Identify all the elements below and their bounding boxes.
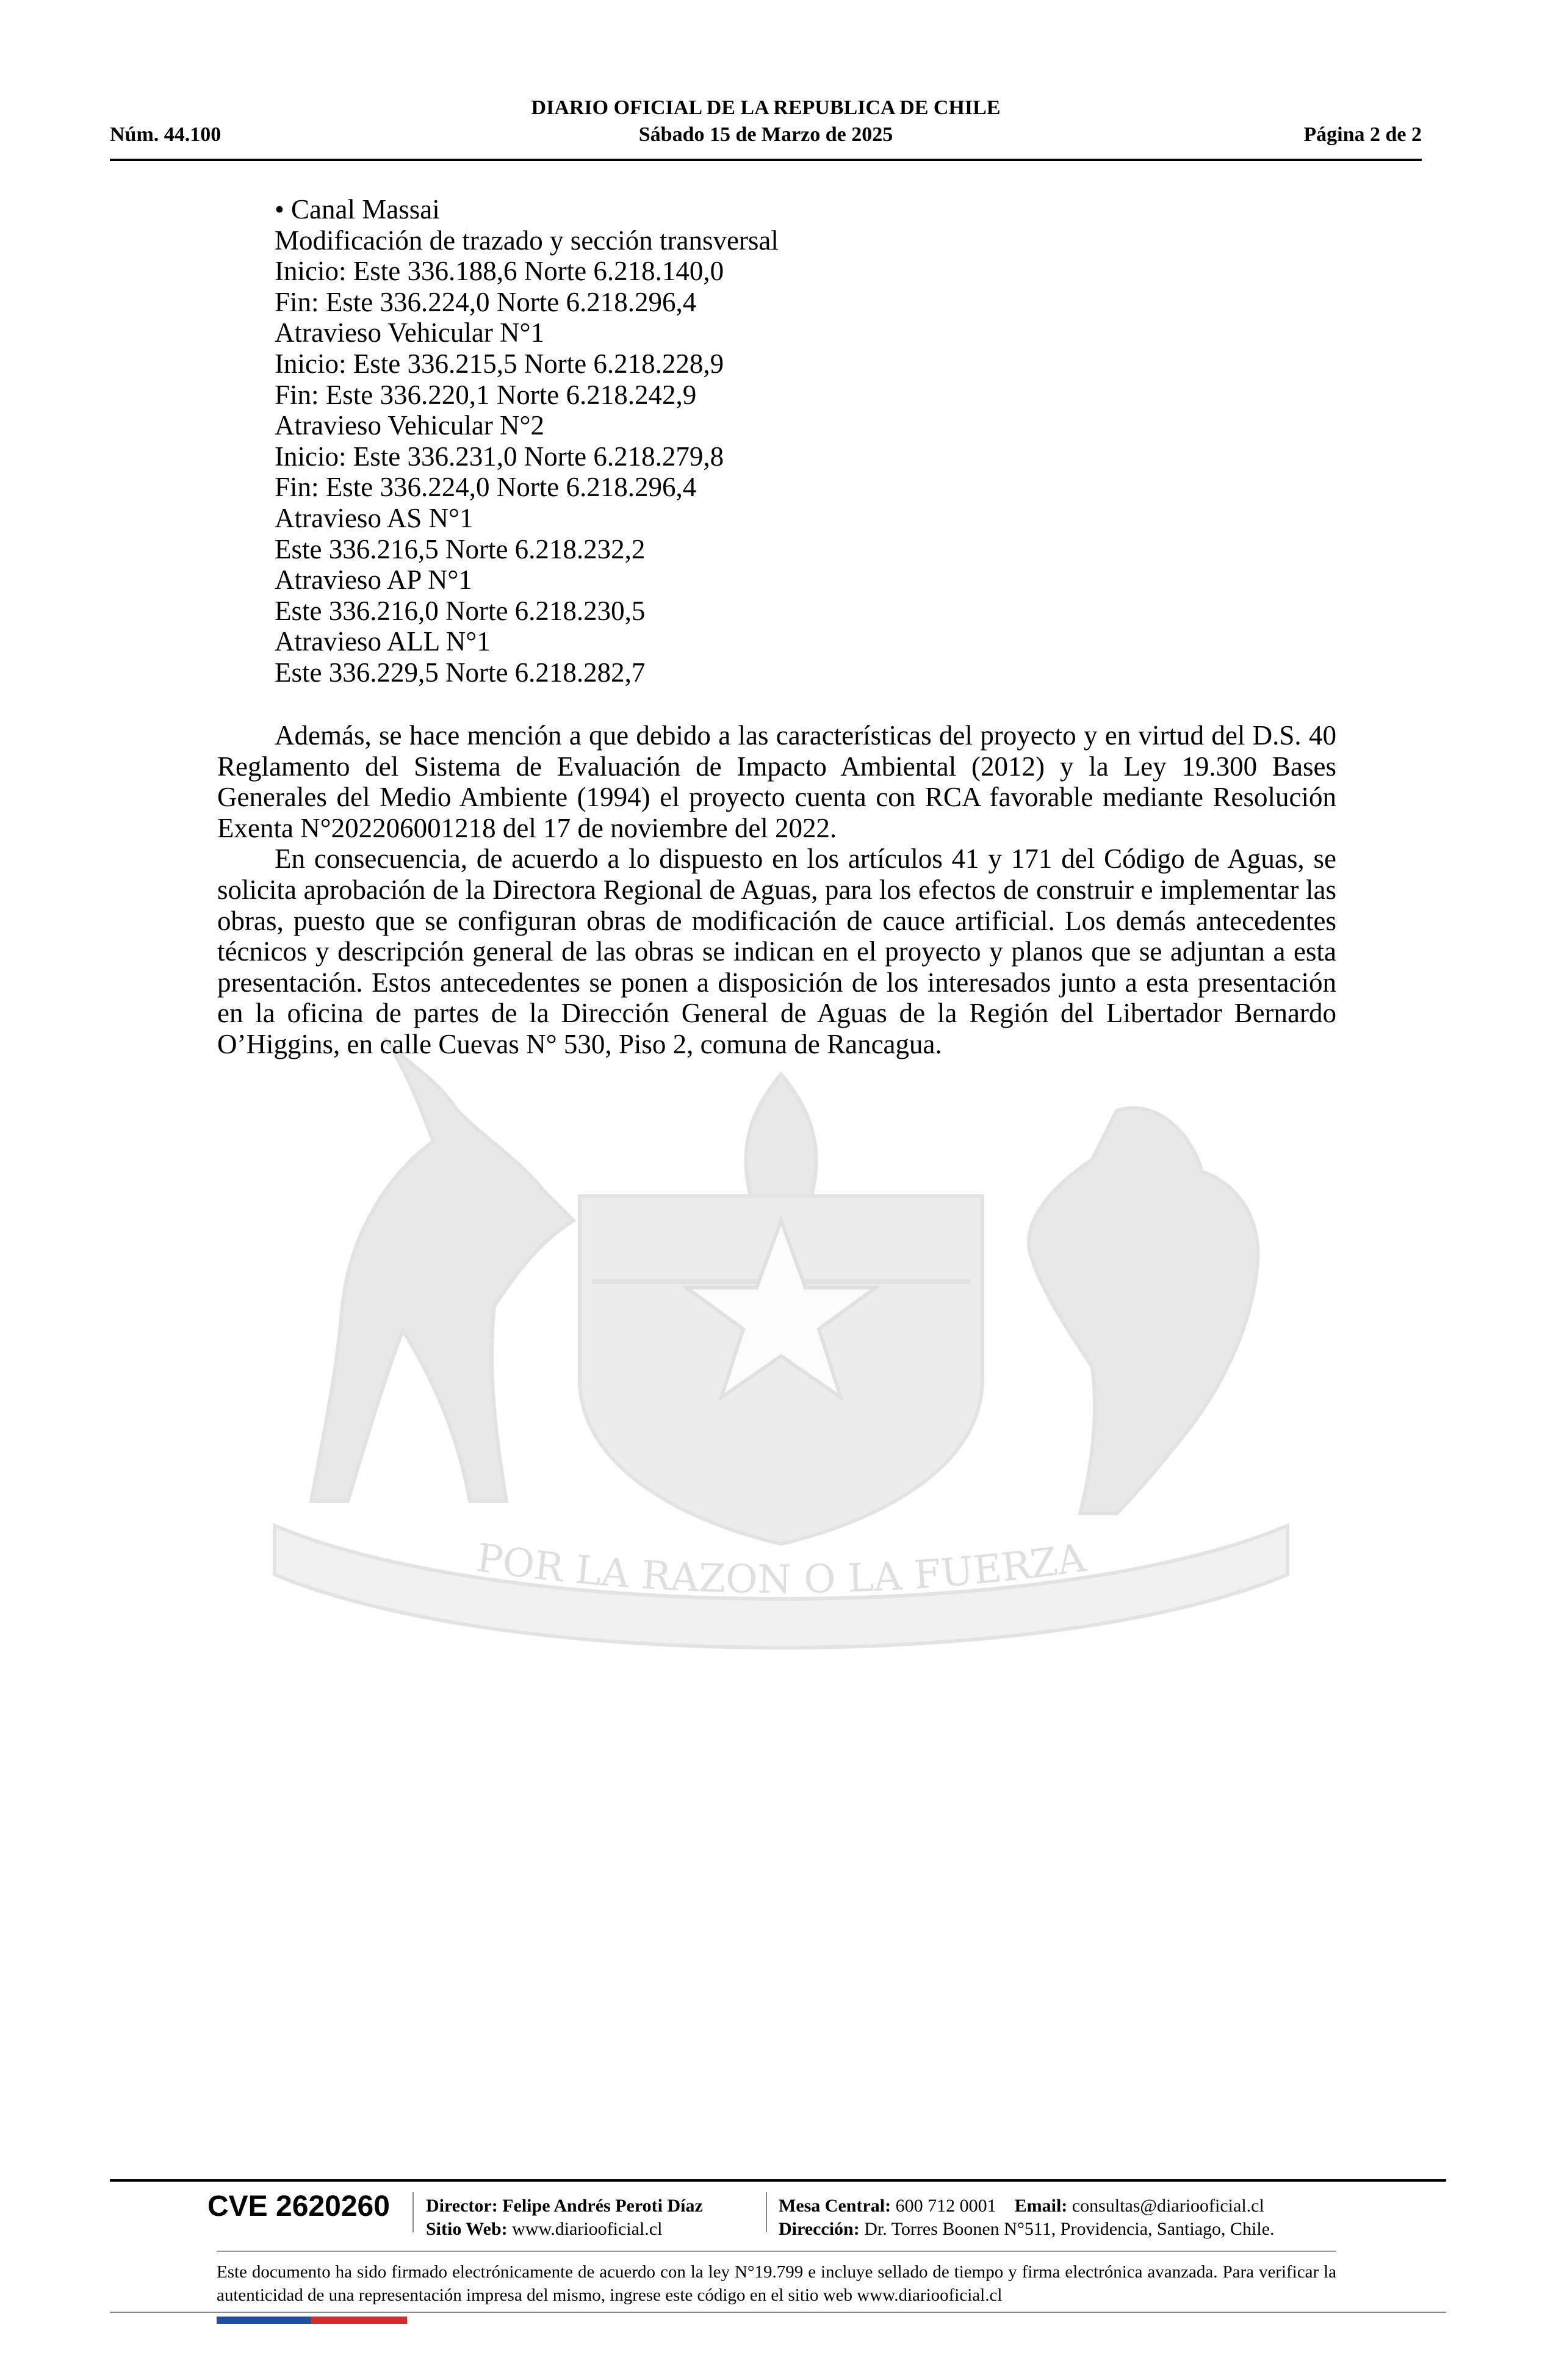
mesa-label: Mesa Central: [779, 2196, 891, 2216]
list-line: Fin: Este 336.224,0 Norte 6.218.296,4 [275, 286, 697, 317]
list-line: Atravieso Vehicular N°1 [275, 317, 545, 348]
footer-thin-rule [217, 2251, 1336, 2252]
list-line: Inicio: Este 336.188,6 Norte 6.218.140,0 [275, 256, 724, 287]
flag-stripe-red [311, 2317, 407, 2324]
footer-bottom-rule [110, 2312, 1446, 2313]
issue-number: Núm. 44.100 [110, 123, 222, 146]
list-line: Atravieso ALL N°1 [275, 626, 491, 657]
paragraph: En consecuencia, de acuerdo a lo dispuesto en los artículos 41 y 171 del Código de Aguas, se solicita aprobación de la Directora Regional de Aguas, para los efectos de construir e implementar las obras, puesto que se configuran obras de modificación de cauce artificial. Los demás antecedentes técnicos y descripción general de las obras se indican en el proyecto y planos que se adjuntan a esta presentación. Estos antecedentes se ponen a disposición de los interesados junto a esta presentación en la oficina de partes de la Dirección General de Aguas de la Región del Libertador Bernardo O’Higgins, en calle Cuevas N° 530, Piso 2, comuna de Rancagua. [217, 843, 1336, 1059]
director-name: Felipe Andrés Peroti Díaz [502, 2196, 703, 2216]
list-line: Este 336.216,5 Norte 6.218.232,2 [275, 533, 646, 564]
list-line: Este 336.216,0 Norte 6.218.230,5 [275, 595, 646, 626]
list-line: Atravieso AS N°1 [275, 502, 474, 533]
email-link[interactable]: consultas@diariooficial.cl [1072, 2196, 1264, 2216]
newspaper-title: DIARIO OFICIAL DE LA REPUBLICA DE CHILE [531, 96, 1001, 119]
list-line: Fin: Este 336.220,1 Norte 6.218.242,9 [275, 379, 697, 410]
body-text [217, 720, 1336, 1060]
website-label: Sitio Web: [426, 2219, 508, 2239]
mesa-phone: 600 712 0001 [895, 2196, 996, 2216]
list-line: • Canal Massai [275, 194, 440, 225]
address-value: Dr. Torres Boonen N°511, Providencia, Santiago, Chile. [864, 2219, 1275, 2239]
page-number: Página 2 de 2 [1303, 123, 1422, 146]
cve-code: CVE 2620260 [207, 2190, 390, 2223]
paragraph: Además, se hace mención a que debido a las características del proyecto y en virtud del D.S. 40 Reglamento del Sistema de Evaluación de Impacto Ambiental (2012) y la Ley 19.300 Bases Generales del Medio Ambiente (1994) el proyecto cuenta con RCA favorable mediante Resolución Exenta N°202206001218 del 17 de noviembre del 2022. [217, 720, 1336, 843]
footer-contact-block [779, 2194, 1275, 2241]
page-header [110, 92, 1422, 161]
list-line: Atravieso AP N°1 [275, 564, 472, 596]
email-label: Email: [1014, 2196, 1068, 2216]
list-line: Modificación de trazado y sección transversal [275, 225, 779, 256]
footer-rule [110, 2179, 1446, 2182]
address-label: Dirección: [779, 2219, 860, 2239]
footer-divider [412, 2192, 414, 2232]
list-line: Inicio: Este 336.215,5 Norte 6.218.228,9 [275, 348, 724, 379]
coat-of-arms-watermark [201, 1037, 1361, 1678]
motto-text: POR LA RAZON O LA FUERZA [474, 1535, 1089, 1603]
list-line: Este 336.229,5 Norte 6.218.282,7 [275, 657, 646, 688]
footer-divider [766, 2192, 767, 2232]
issue-date: Sábado 15 de Marzo de 2025 [638, 123, 893, 146]
legal-notice: Este documento ha sido firmado electrónicamente de acuerdo con la ley N°19.799 e incluye sellado de tiempo y firma electrónica avanzada. Para verificar la autenticidad de una representación impresa del mismo, ingrese este código en el sitio web www.diariooficial.cl [217, 2262, 1336, 2305]
list-line: Fin: Este 336.224,0 Norte 6.218.296,4 [275, 472, 697, 503]
list-line: Atravieso Vehicular N°2 [275, 410, 545, 441]
coordinate-list [275, 194, 779, 688]
website-link[interactable]: www.diariooficial.cl [512, 2219, 663, 2239]
director-label: Director: [426, 2196, 498, 2216]
flag-stripe-blue [217, 2317, 311, 2324]
footer-director-block [426, 2194, 703, 2241]
list-line: Inicio: Este 336.231,0 Norte 6.218.279,8 [275, 441, 724, 472]
